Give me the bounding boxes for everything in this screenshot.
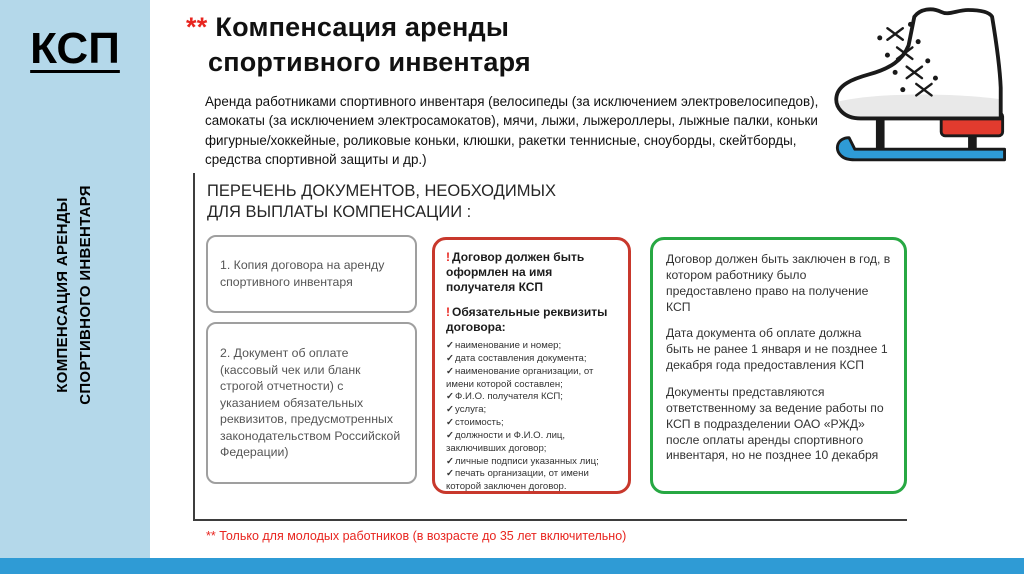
checklist-item [446,404,617,417]
requisites-checklist [446,340,617,494]
title-text-2: спортивного инвентаря [208,46,531,77]
checklist-item-text: услуга; [455,404,487,416]
check-icon: ✓ [446,352,455,364]
check-icon: ✓ [446,468,455,480]
title-text-1: Компенсация аренды [215,12,510,42]
checklist-item [446,353,617,366]
checklist-item-text: стоимость; [455,417,504,429]
vertical-title [52,125,98,465]
footnote: ** Только для молодых работников (в возрасте до 35 лет включительно) [206,529,627,543]
exclamation-icon: ! [446,305,450,319]
section-heading [207,181,556,224]
rule-paragraph-2: Дата документа об оплате должна быть не ранее 1 января и не позднее 1 декабря года предоставления КСП [666,326,888,373]
checklist-item [446,340,617,353]
checklist-item-text: Ф.И.О. получателя КСП; [455,391,563,403]
ksp-logo: КСП [30,24,120,73]
exclamation-icon: ! [446,250,450,264]
check-icon: ✓ [446,417,455,429]
contract-requirements-box [432,237,631,494]
axis-horizontal-line [193,519,907,521]
document-box-1-text: 1. Копия договора на аренду спортивного инвентаря [220,258,385,289]
vertical-title-line1: КОМПЕНСАЦИЯ АРЕНДЫ [54,197,71,393]
check-icon: ✓ [446,340,455,351]
vertical-title-line2: СПОРТИВНОГО ИНВЕНТАРЯ [76,185,94,405]
asterisks-marker: ** [186,12,208,42]
checklist-item-text: наименование организации, от имени которой составлен; [446,365,594,390]
bottom-bar [0,558,1024,574]
check-icon: ✓ [446,391,455,403]
checklist-item [446,468,617,494]
checklist-item [446,456,617,469]
checklist-item-text: наименование и номер; [455,340,562,351]
checklist-item [446,391,617,404]
axis-vertical-line [193,173,195,521]
checklist-item [446,417,617,430]
contract-note-1-text: Договор должен быть оформлен на имя получателя КСП [446,250,585,294]
section-heading-line1: ПЕРЕЧЕНЬ ДОКУМЕНТОВ, НЕОБХОДИМЫХ [207,182,557,200]
checklist-item-text: печать организации, от имени которой заключен договор. [446,468,589,493]
page-title [186,10,531,79]
rules-box [650,237,907,494]
check-icon: ✓ [446,455,455,467]
check-icon: ✓ [446,429,455,441]
rule-paragraph-3: Документы представляются ответственному за ведение работы по КСП в подразделении ОАО «РЖД» после оплаты аренды спортивного инвентаря, но не позднее 10 декабря [666,385,884,463]
contract-note-2 [446,305,617,335]
check-icon: ✓ [446,404,455,416]
document-box-2 [206,322,417,484]
contract-note-1 [446,250,617,295]
ice-skate-illustration [826,4,1018,189]
intro-text: Аренда работниками спортивного инвентаря (велосипеды (за исключением электровелосипедов), самокаты (за исключением электросамокатов), мячи, лыжи, лыжероллеры, лыжные палки, коньки фигурные/хоккейные, роликовые коньки, клюшки, ракетки теннисные, сноуборды, скейтборды, средства спортивной защиты и др.) [205,94,819,168]
title-line1 [186,10,531,45]
document-box-2-text: 2. Документ об оплате (кассовый чек или бланк строгой отчетности) с указанием обязательных реквизитов, предусмотренных законодательством Российской Федерации) [220,345,401,460]
document-box-1 [206,235,417,313]
contract-note-2-text: Обязательные реквизиты договора: [446,305,608,334]
sidebar [0,0,150,558]
rule-paragraph-1: Договор должен быть заключен в год, в котором работнику было предоставлено право на получение КСП [666,252,891,314]
checklist-item [446,366,617,392]
checklist-item [446,430,617,456]
checklist-item-text: должности и Ф.И.О. лиц, заключивших договор; [446,429,566,454]
ice-skate-icon [826,4,1018,184]
checklist-item-text: личные подписи указанных лиц; [455,455,599,467]
check-icon: ✓ [446,365,455,377]
checklist-item-text: дата составления документа; [455,352,587,364]
section-heading-line2: ДЛЯ ВЫПЛАТЫ КОМПЕНСАЦИИ : [207,203,472,222]
